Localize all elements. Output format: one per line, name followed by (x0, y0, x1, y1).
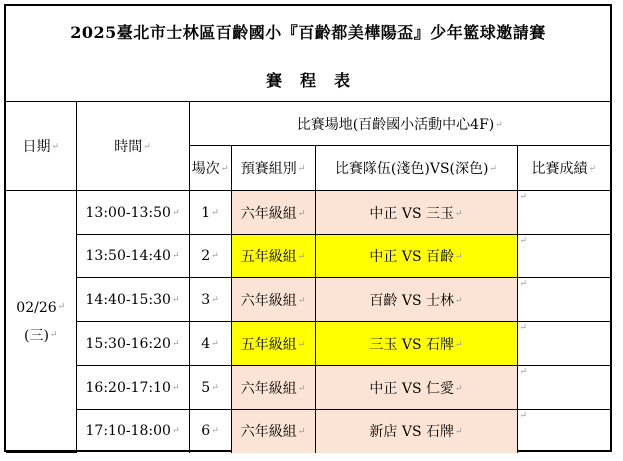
subtitle-char: 表 (334, 71, 351, 90)
teams-cell: 新店 VS 石牌↵ (315, 410, 517, 453)
match-no-cell: 5↵ (189, 366, 231, 410)
teams-cell: 百齡 VS 士林↵ (315, 278, 517, 322)
document-subtitle (6, 68, 610, 91)
time-cell: 13:00-13:50↵ (76, 191, 189, 235)
header-date: 日期↵ (6, 102, 76, 191)
subtitle-char: 賽 (265, 71, 282, 90)
header-time: 時間↵ (76, 102, 189, 191)
table-row (6, 235, 610, 278)
match-no-cell: 1↵ (189, 191, 231, 235)
result-cell[interactable]: ↵ (517, 278, 610, 322)
group-cell: 六年級組↵ (231, 410, 315, 453)
time-cell: 16:20-17:10↵ (76, 366, 189, 410)
subtitle-char: 程 (299, 71, 316, 90)
header-group: 預賽組別↵ (231, 146, 315, 191)
match-no-cell: 6↵ (189, 410, 231, 453)
header-result: 比賽成績↵ (517, 146, 610, 191)
schedule-frame (4, 4, 612, 452)
teams-cell: 中正 VS 百齡↵ (315, 235, 517, 278)
teams-cell: 中正 VS 三玉↵ (315, 191, 517, 235)
time-cell: 13:50-14:40↵ (76, 235, 189, 278)
time-cell: 14:40-15:30↵ (76, 278, 189, 322)
group-cell: 六年級組↵ (231, 366, 315, 410)
time-cell: 15:30-16:20↵ (76, 322, 189, 366)
schedule-table (6, 101, 610, 453)
result-cell[interactable]: ↵ (517, 235, 610, 278)
table-row (6, 191, 610, 235)
group-cell: 五年級組↵ (231, 235, 315, 278)
result-cell[interactable]: ↵ (517, 366, 610, 410)
teams-cell: 中正 VS 仁愛↵ (315, 366, 517, 410)
table-row (6, 322, 610, 366)
table-row (6, 410, 610, 453)
document-title: 2025臺北市士林區百齡國小『百齡都美樺陽盃』少年籃球邀請賽 (70, 23, 546, 42)
date-cell: 02/26↵ (三)↵ (6, 191, 76, 453)
result-cell[interactable]: ↵ (517, 322, 610, 366)
match-no-cell: 3↵ (189, 278, 231, 322)
match-no-cell: 2↵ (189, 235, 231, 278)
result-cell[interactable]: ↵ (517, 191, 610, 235)
match-no-cell: 4↵ (189, 322, 231, 366)
group-cell: 六年級組↵ (231, 191, 315, 235)
time-cell: 17:10-18:00↵ (76, 410, 189, 453)
header-venue: 比賽場地(百齡國小活動中心4F)↵ (189, 102, 610, 146)
header-match-no: 場次↵ (189, 146, 231, 191)
group-cell: 五年級組↵ (231, 322, 315, 366)
table-row (6, 366, 610, 410)
header-teams: 比賽隊伍(淺色)VS(深色)↵ (315, 146, 517, 191)
table-row (6, 278, 610, 322)
teams-cell: 三玉 VS 石牌↵ (315, 322, 517, 366)
group-cell: 六年級組↵ (231, 278, 315, 322)
result-cell[interactable]: ↵ (517, 410, 610, 453)
